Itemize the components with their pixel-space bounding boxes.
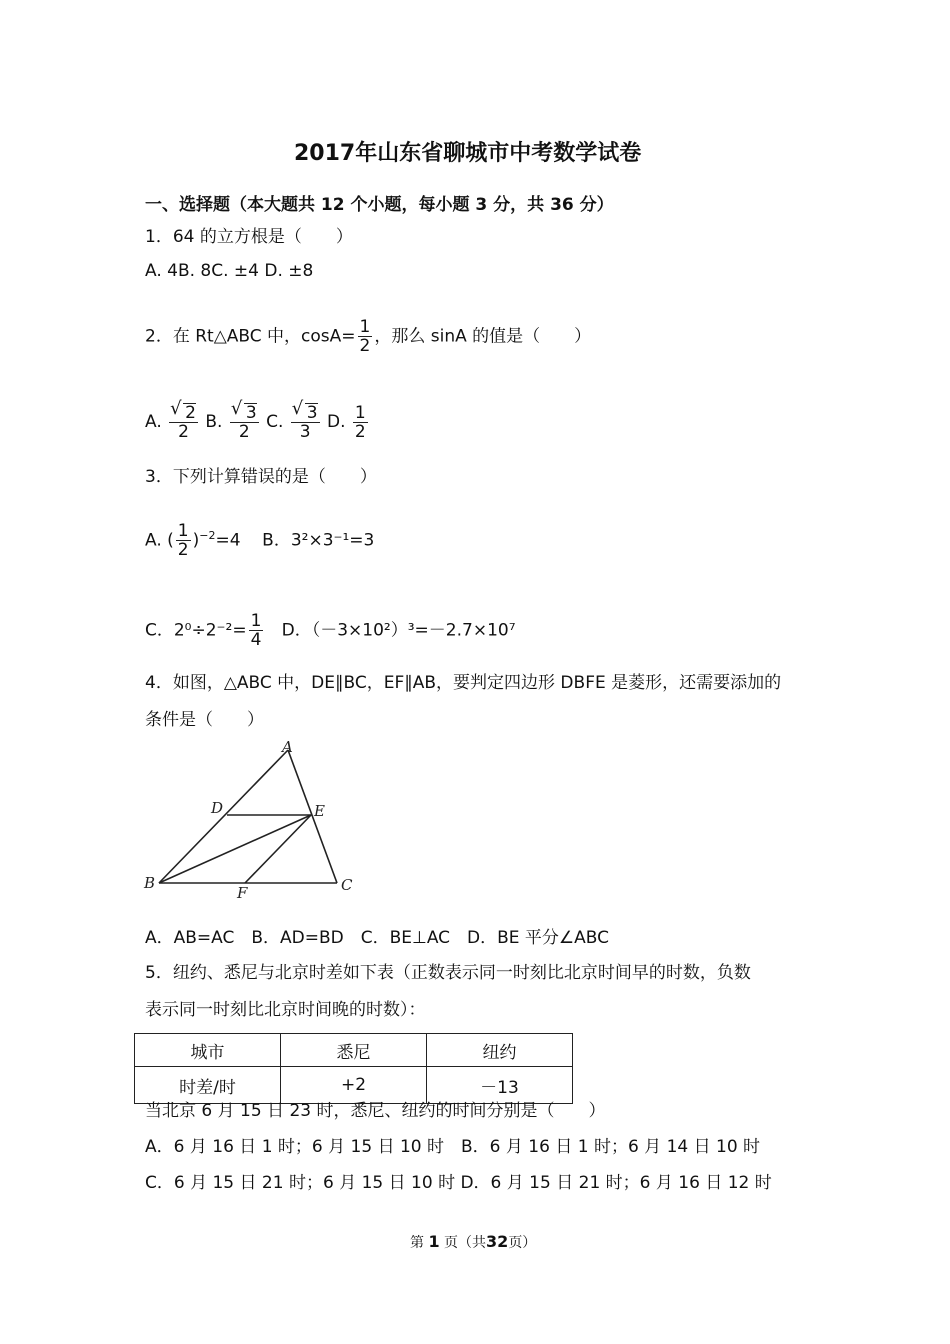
question-5-line-1: 5．纽约、悉尼与北京时差如下表（正数表示同一时刻比北京时间早的时数，负数 [145,963,751,983]
question-2-stem-pre: 2．在 Rt△ABC 中，cosA= [145,326,356,347]
question-5-options-ab: A．6 月 16 日 1 时；6 月 15 日 10 时 B．6 月 16 日 1 时；6 月 14 日 10 时 [145,1137,761,1157]
fraction-denominator: 2 [359,336,371,356]
question-4-options: A．AB=AC B．AD=BD C．BE⊥AC D．BE 平分∠ABC [145,928,610,948]
sqrt-radicand: √ 2 [183,403,196,422]
option-b-fraction [230,403,259,441]
fraction-denominator: 2 [238,422,250,442]
footer-post: 页） [508,1235,537,1251]
option-a-label: A. [145,530,162,551]
question-1-stem: 1．64 的立方根是（ ） [145,227,353,247]
fraction-numerator: 1 [354,402,366,423]
option-d-fraction [353,404,368,441]
page-number: 1 [428,1232,440,1251]
question-4-line-1: 4．如图，△ABC 中，DE∥BC，EF∥AB，要判定四边形 DBFE 是菱形，还需要添加的 [145,673,782,693]
option-d-label: D. [327,412,346,432]
footer-mid: 页（共 [444,1235,487,1251]
label-E: E [314,802,325,820]
option-a-fraction [176,522,191,559]
side-AC [288,750,337,883]
segment-BE [159,815,311,883]
page-title: 2017年山东省聊城市中考数学试卷 [294,141,642,166]
fraction-numerator: 1 [177,521,189,541]
table-header-cell: 纽约 [427,1034,573,1067]
label-F: F [237,884,248,898]
fraction-numerator: 1 [359,317,371,337]
segment-EF [245,815,311,883]
footer-pre: 第 [410,1235,424,1251]
cosA-fraction [358,318,373,355]
option-c-label: C. [266,412,284,432]
time-difference-table [134,1033,573,1104]
fraction-denominator: 4 [250,630,262,650]
triangle-figure [138,738,368,898]
question-5-options-cd: C．6 月 15 日 21 时；6 月 15 日 10 时 D．6 月 15 日 21 时；6 月 16 日 12 时 [145,1173,772,1193]
question-2-stem [145,318,591,355]
section-heading: 一、选择题（本大题共 12 个小题，每小题 3 分，共 36 分） [145,195,614,215]
question-5-line-2: 表示同一时刻比北京时间晚的时数）： [145,1000,426,1020]
question-3-options-ab: A. ( $\frac{1}{2}$ )$^{-2}$=4 B．3²×3⁻¹=3 [145,521,375,560]
total-pages: 32 [486,1232,509,1251]
option-c-fraction [249,612,264,649]
side-AB [159,750,288,883]
label-D: D [211,799,224,817]
option-a-rest: =4 [215,530,241,551]
option-c-fraction [291,403,320,441]
fraction-numerator: 1 [250,611,262,631]
table-row [135,1067,573,1104]
table-header-cell: 悉尼 [281,1034,427,1067]
option-a-label: A. [145,412,162,432]
question-2-stem-post: ，那么 sinA 的值是（ ） [374,326,592,347]
question-1-options: A. 4B. 8C. ±4 D. ±8 [145,261,314,281]
label-A: A [282,738,293,756]
table-header-row [135,1034,573,1067]
option-b-label: B. [205,412,223,432]
exponent: −2 [199,528,216,542]
fraction-denominator: 2 [178,422,189,442]
table-cell: －13 [427,1067,573,1104]
fraction-denominator: 3 [299,422,311,442]
question-5-line-3: 当北京 6 月 15 日 23 时，悉尼、纽约的时间分别是（ ） [145,1101,606,1121]
question-4-line-2: 条件是（ ） [145,710,264,730]
label-C: C [341,876,353,894]
table-header-cell: 城市 [135,1034,281,1067]
option-c-text: C．2⁰÷2⁻²= [145,620,247,641]
sqrt-radicand: √ 3 [244,403,257,422]
sqrt-radicand: √ 3 [305,403,318,422]
fraction-denominator: 2 [354,421,366,442]
option-d-text: D．（－3×10²）³=－2.7×10⁷ [281,620,516,641]
fraction-denominator: 2 [177,540,189,560]
question-3-options-cd [145,612,516,649]
table-cell: +2 [281,1067,427,1104]
label-B: B [144,874,156,892]
option-b-text: B．3²×3⁻¹=3 [262,530,375,551]
option-a-fraction [169,403,198,441]
question-2-options [145,403,370,441]
question-3-stem: 3．下列计算错误的是（ ） [145,467,377,487]
page-footer [410,1232,536,1252]
table-cell: 时差/时 [135,1067,281,1104]
